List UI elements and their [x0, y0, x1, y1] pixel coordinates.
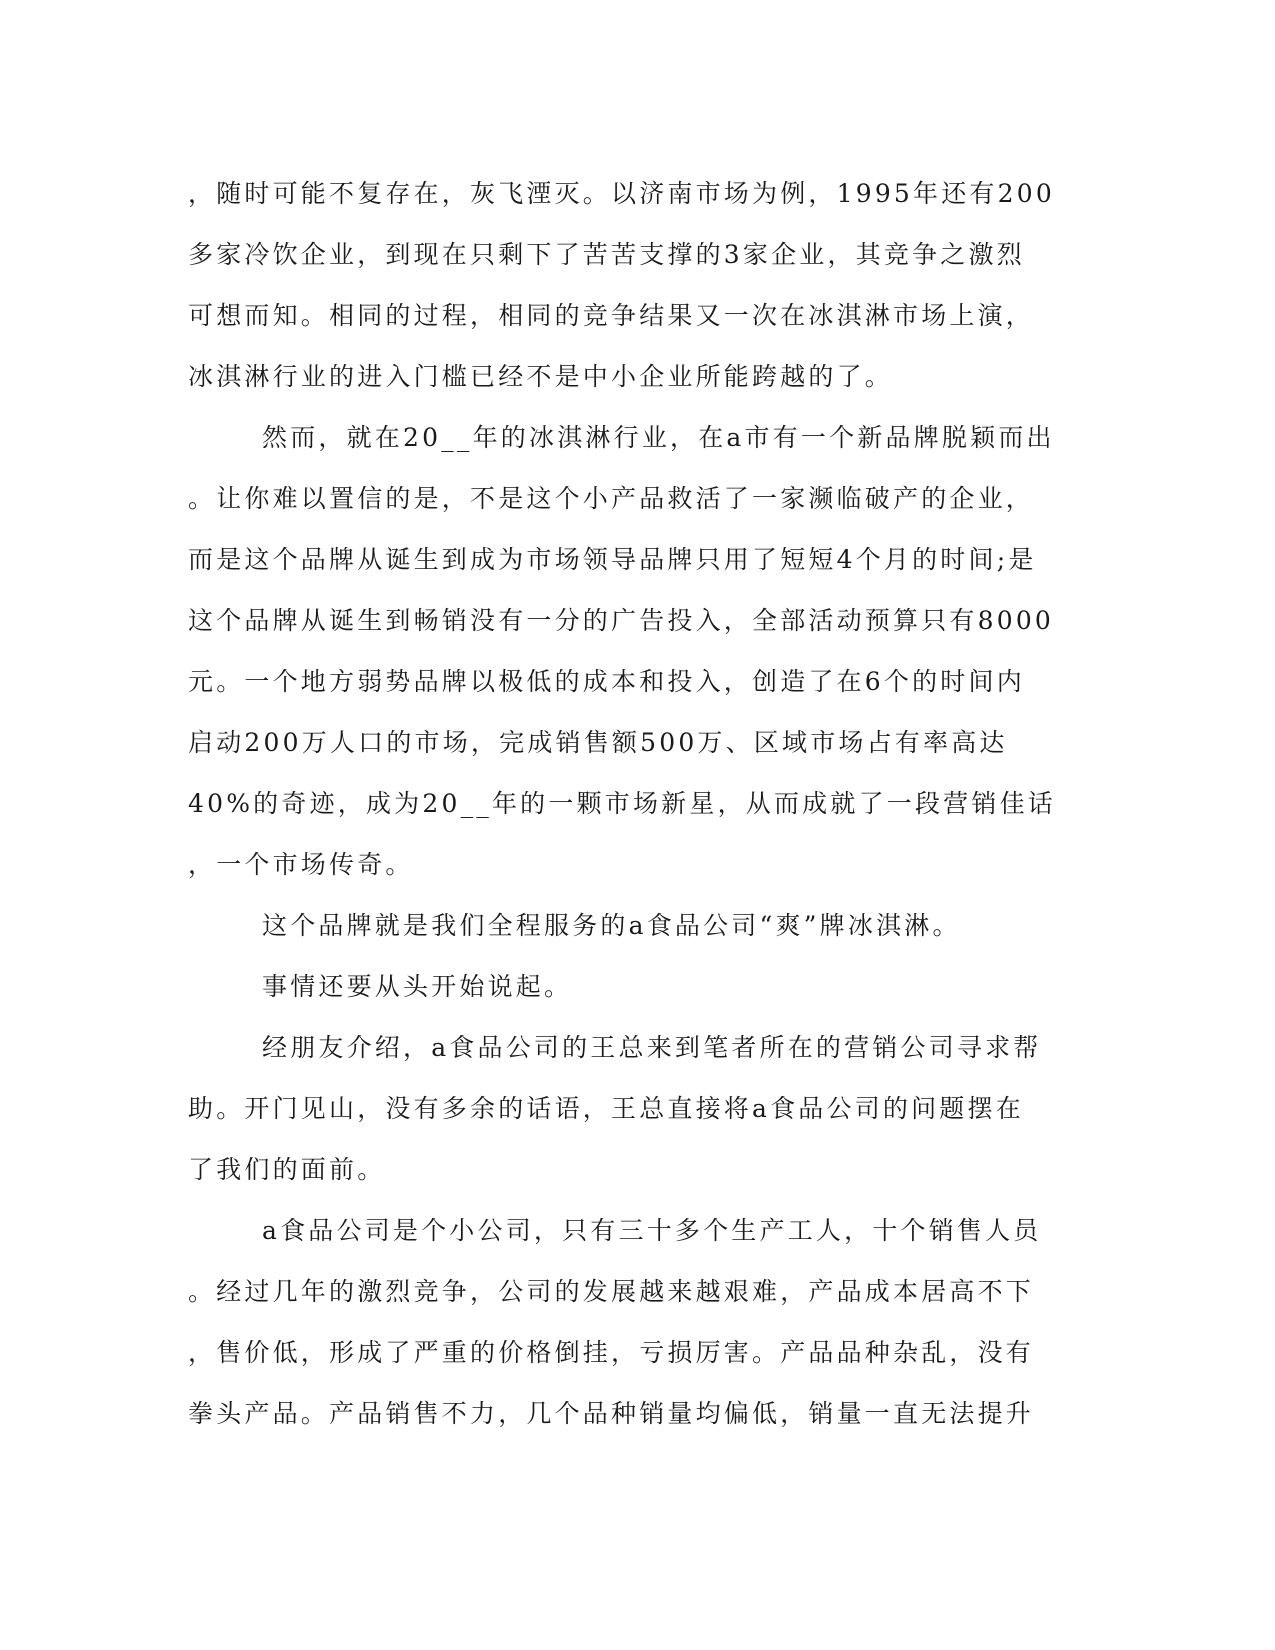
text-line: 这个品牌从诞生到畅销没有一分的广告投入，全部活动预算只有8000 — [188, 606, 1055, 635]
text-line: 启动200万人口的市场，完成销售额500万、区域市场占有率高达 — [188, 728, 1008, 757]
text-line: 助。开门见山，没有多余的话语，王总直接将a食品公司的问题摆在 — [188, 1094, 1024, 1123]
paragraph-first-line: 事情还要从头开始说起。 — [262, 972, 573, 1001]
text-line: 冰淇淋行业的进入门槛已经不是中小企业所能跨越的了。 — [188, 362, 894, 391]
paragraph-first-line: 这个品牌就是我们全程服务的a食品公司“爽”牌冰淇淋。 — [262, 911, 961, 940]
text-line: ，一个市场传奇。 — [188, 850, 414, 879]
text-line: 而是这个品牌从诞生到成为市场领导品牌只用了短短4个月的时间;是 — [188, 545, 1037, 574]
text-line: 可想而知。相同的过程，相同的竞争结果又一次在冰淇淋市场上演， — [188, 301, 1035, 330]
text-line: 。经过几年的激烈竞争，公司的发展越来越艰难，产品成本居高不下 — [188, 1277, 1035, 1306]
text-line: 40%的奇迹，成为20__年的一颗市场新星，从而成就了一段营销佳话 — [188, 789, 1056, 818]
body-text — [188, 163, 1068, 1444]
text-line: ，随时可能不复存在，灰飞湮灭。以济南市场为例，1995年还有200 — [188, 179, 1055, 208]
text-line: 了我们的面前。 — [188, 1155, 386, 1184]
text-line: 元。一个地方弱势品牌以极低的成本和投入，创造了在6个的时间内 — [188, 667, 1025, 696]
paragraph-first-line: 经朋友介绍，a食品公司的王总来到笔者所在的营销公司寻求帮 — [262, 1033, 1042, 1062]
text-line: 。让你难以置信的是，不是这个小产品救活了一家濒临破产的企业， — [188, 484, 1035, 513]
text-line: 多家冷饮企业，到现在只剩下了苦苦支撑的3家企业，其竞争之激烈 — [188, 240, 1025, 269]
text-line: 拳头产品。产品销售不力，几个品种销量均偏低，销量一直无法提升 — [188, 1399, 1035, 1428]
text-line: ，售价低，形成了严重的价格倒挂，亏损厉害。产品品种杂乱，没有 — [188, 1338, 1035, 1367]
paragraph-first-line: 然而，就在20__年的冰淇淋行业，在a市有一个新品牌脱颖而出 — [262, 423, 1055, 452]
paragraph-first-line: a食品公司是个小公司，只有三十多个生产工人，十个销售人员 — [262, 1216, 1042, 1245]
